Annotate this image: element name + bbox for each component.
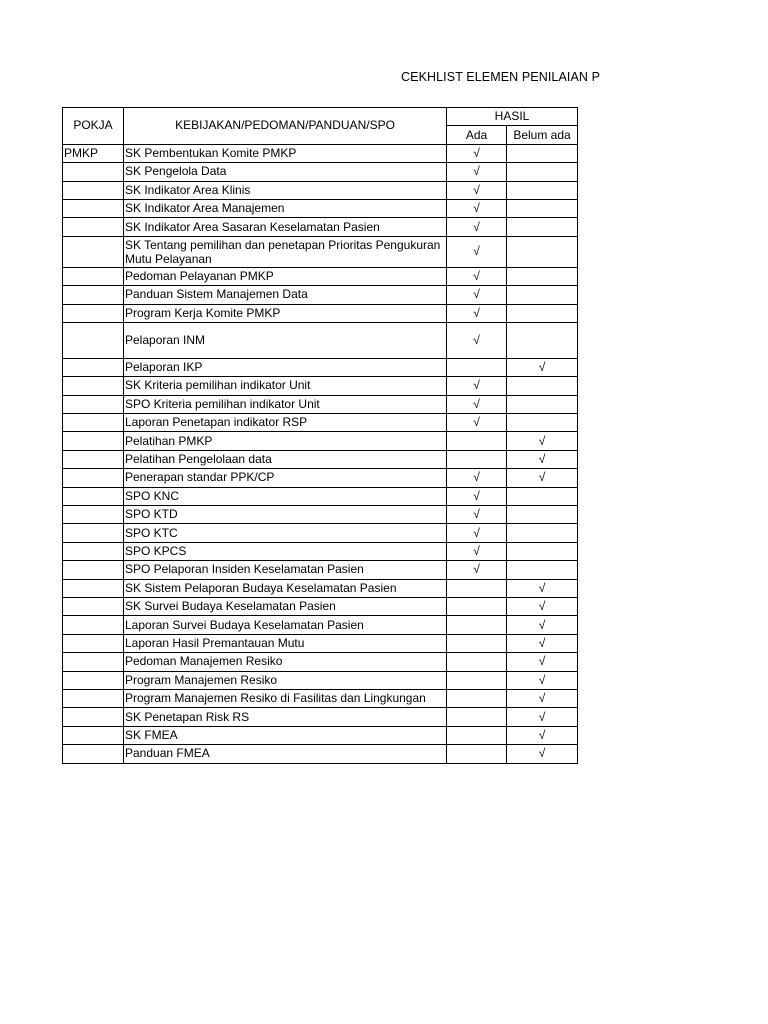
pokja-cell [63, 286, 124, 304]
pokja-cell [63, 469, 124, 487]
pokja-cell [63, 561, 124, 579]
table-row [63, 395, 578, 413]
pokja-cell [63, 653, 124, 671]
document-cell: SK Survei Budaya Keselamatan Pasien [124, 597, 447, 615]
not-yet-mark-cell [507, 267, 578, 285]
not-yet-mark-cell [507, 414, 578, 432]
header-pokja: POKJA [63, 108, 124, 145]
not-yet-mark-cell [507, 163, 578, 181]
document-cell: Pedoman Manajemen Resiko [124, 653, 447, 671]
not-yet-mark-cell: √ [507, 653, 578, 671]
available-mark-cell [447, 579, 507, 597]
pokja-cell [63, 745, 124, 763]
available-mark-cell: √ [447, 542, 507, 560]
not-yet-mark-cell: √ [507, 671, 578, 689]
pokja-cell [63, 597, 124, 615]
available-mark-cell [447, 653, 507, 671]
available-mark-cell [447, 616, 507, 634]
not-yet-mark-cell: √ [507, 634, 578, 652]
table-row [63, 432, 578, 450]
table-row [63, 414, 578, 432]
not-yet-mark-cell [507, 506, 578, 524]
checklist-table [62, 107, 578, 764]
header-not-yet: Belum ada [507, 126, 578, 144]
table-row [63, 506, 578, 524]
document-cell: SPO KPCS [124, 542, 447, 560]
available-mark-cell [447, 726, 507, 744]
available-mark-cell: √ [447, 304, 507, 322]
table-row [63, 377, 578, 395]
table-row [63, 286, 578, 304]
header-document: KEBIJAKAN/PEDOMAN/PANDUAN/SPO [124, 108, 447, 145]
document-cell: Laporan Penetapan indikator RSP [124, 414, 447, 432]
pokja-cell [63, 358, 124, 376]
not-yet-mark-cell [507, 487, 578, 505]
table-row [63, 218, 578, 236]
document-cell: SPO KTD [124, 506, 447, 524]
not-yet-mark-cell [507, 561, 578, 579]
not-yet-mark-cell: √ [507, 450, 578, 468]
table-body [63, 144, 578, 763]
not-yet-mark-cell: √ [507, 708, 578, 726]
not-yet-mark-cell: √ [507, 616, 578, 634]
pokja-cell: PMKP [63, 144, 124, 162]
not-yet-mark-cell: √ [507, 726, 578, 744]
pokja-cell [63, 689, 124, 707]
table-row [63, 358, 578, 376]
table-row [63, 653, 578, 671]
pokja-cell [63, 506, 124, 524]
document-cell: SK Indikator Area Sasaran Keselamatan Pasien [124, 218, 447, 236]
pokja-cell [63, 450, 124, 468]
available-mark-cell [447, 358, 507, 376]
available-mark-cell: √ [447, 267, 507, 285]
document-cell: Pedoman Pelayanan PMKP [124, 267, 447, 285]
available-mark-cell: √ [447, 487, 507, 505]
table-row [63, 634, 578, 652]
document-cell: Program Manajemen Resiko di Fasilitas dan Lingkungan [124, 689, 447, 707]
available-mark-cell: √ [447, 524, 507, 542]
pokja-cell [63, 671, 124, 689]
not-yet-mark-cell [507, 304, 578, 322]
available-mark-cell: √ [447, 181, 507, 199]
not-yet-mark-cell [507, 322, 578, 358]
available-mark-cell [447, 708, 507, 726]
available-mark-cell: √ [447, 236, 507, 267]
document-cell: SK Kriteria pemilihan indikator Unit [124, 377, 447, 395]
document-cell: SK FMEA [124, 726, 447, 744]
document-cell: Pelatihan PMKP [124, 432, 447, 450]
not-yet-mark-cell: √ [507, 579, 578, 597]
table-row [63, 745, 578, 763]
table-row [63, 144, 578, 162]
available-mark-cell: √ [447, 414, 507, 432]
table-row [63, 616, 578, 634]
table-row [63, 524, 578, 542]
not-yet-mark-cell: √ [507, 469, 578, 487]
not-yet-mark-cell [507, 286, 578, 304]
document-cell: Penerapan standar PPK/CP [124, 469, 447, 487]
table-row [63, 542, 578, 560]
table-header [63, 108, 578, 145]
table-row [63, 322, 578, 358]
not-yet-mark-cell [507, 542, 578, 560]
document-cell: SK Tentang pemilihan dan penetapan Prioritas Pengukuran Mutu Pelayanan [124, 236, 447, 267]
available-mark-cell [447, 634, 507, 652]
document-cell: SPO Kriteria pemilihan indikator Unit [124, 395, 447, 413]
pokja-cell [63, 414, 124, 432]
header-available: Ada [447, 126, 507, 144]
pokja-cell [63, 432, 124, 450]
available-mark-cell: √ [447, 163, 507, 181]
not-yet-mark-cell [507, 236, 578, 267]
table-row [63, 487, 578, 505]
table-row [63, 450, 578, 468]
not-yet-mark-cell: √ [507, 432, 578, 450]
not-yet-mark-cell [507, 144, 578, 162]
available-mark-cell [447, 450, 507, 468]
not-yet-mark-cell [507, 199, 578, 217]
document-cell: SK Sistem Pelaporan Budaya Keselamatan Pasien [124, 579, 447, 597]
pokja-cell [63, 377, 124, 395]
not-yet-mark-cell [507, 395, 578, 413]
table-row [63, 469, 578, 487]
document-cell: Laporan Hasil Premantauan Mutu [124, 634, 447, 652]
available-mark-cell: √ [447, 322, 507, 358]
table-row [63, 726, 578, 744]
available-mark-cell [447, 597, 507, 615]
header-result: HASIL [447, 108, 578, 126]
not-yet-mark-cell: √ [507, 689, 578, 707]
not-yet-mark-cell [507, 377, 578, 395]
pokja-cell [63, 616, 124, 634]
available-mark-cell: √ [447, 561, 507, 579]
table-row [63, 579, 578, 597]
document-cell: Pelaporan INM [124, 322, 447, 358]
document-cell: SK Indikator Area Klinis [124, 181, 447, 199]
document-cell: SK Indikator Area Manajemen [124, 199, 447, 217]
available-mark-cell: √ [447, 395, 507, 413]
document-cell: SPO KTC [124, 524, 447, 542]
available-mark-cell: √ [447, 377, 507, 395]
pokja-cell [63, 524, 124, 542]
pokja-cell [63, 218, 124, 236]
table-row [63, 267, 578, 285]
pokja-cell [63, 487, 124, 505]
not-yet-mark-cell: √ [507, 358, 578, 376]
available-mark-cell [447, 745, 507, 763]
document-cell: Panduan Sistem Manajemen Data [124, 286, 447, 304]
table-row [63, 236, 578, 267]
not-yet-mark-cell [507, 181, 578, 199]
table-row [63, 163, 578, 181]
table-row [63, 597, 578, 615]
available-mark-cell: √ [447, 286, 507, 304]
document-cell: SPO KNC [124, 487, 447, 505]
pokja-cell [63, 199, 124, 217]
not-yet-mark-cell: √ [507, 745, 578, 763]
document-cell: Pelaporan IKP [124, 358, 447, 376]
available-mark-cell: √ [447, 469, 507, 487]
document-cell: Pelatihan Pengelolaan data [124, 450, 447, 468]
available-mark-cell [447, 432, 507, 450]
pokja-cell [63, 304, 124, 322]
table-row [63, 181, 578, 199]
document-cell: SK Pembentukan Komite PMKP [124, 144, 447, 162]
pokja-cell [63, 322, 124, 358]
pokja-cell [63, 579, 124, 597]
not-yet-mark-cell [507, 218, 578, 236]
pokja-cell [63, 726, 124, 744]
pokja-cell [63, 267, 124, 285]
available-mark-cell: √ [447, 144, 507, 162]
table-row [63, 199, 578, 217]
available-mark-cell: √ [447, 218, 507, 236]
pokja-cell [63, 163, 124, 181]
pokja-cell [63, 542, 124, 560]
table-row [63, 561, 578, 579]
document-cell: Laporan Survei Budaya Keselamatan Pasien [124, 616, 447, 634]
pokja-cell [63, 634, 124, 652]
pokja-cell [63, 395, 124, 413]
document-cell: Program Kerja Komite PMKP [124, 304, 447, 322]
available-mark-cell: √ [447, 506, 507, 524]
available-mark-cell [447, 671, 507, 689]
table-row [63, 671, 578, 689]
document-title: CEKHLIST ELEMEN PENILAIAN P [401, 70, 601, 84]
document-cell: SK Pengelola Data [124, 163, 447, 181]
table-row [63, 708, 578, 726]
available-mark-cell: √ [447, 199, 507, 217]
document-cell: Panduan FMEA [124, 745, 447, 763]
document-cell: Program Manajemen Resiko [124, 671, 447, 689]
pokja-cell [63, 708, 124, 726]
available-mark-cell [447, 689, 507, 707]
table-row [63, 304, 578, 322]
document-cell: SPO Pelaporan Insiden Keselamatan Pasien [124, 561, 447, 579]
pokja-cell [63, 181, 124, 199]
pokja-cell [63, 236, 124, 267]
not-yet-mark-cell [507, 524, 578, 542]
table-row [63, 689, 578, 707]
not-yet-mark-cell: √ [507, 597, 578, 615]
document-cell: SK Penetapan Risk RS [124, 708, 447, 726]
